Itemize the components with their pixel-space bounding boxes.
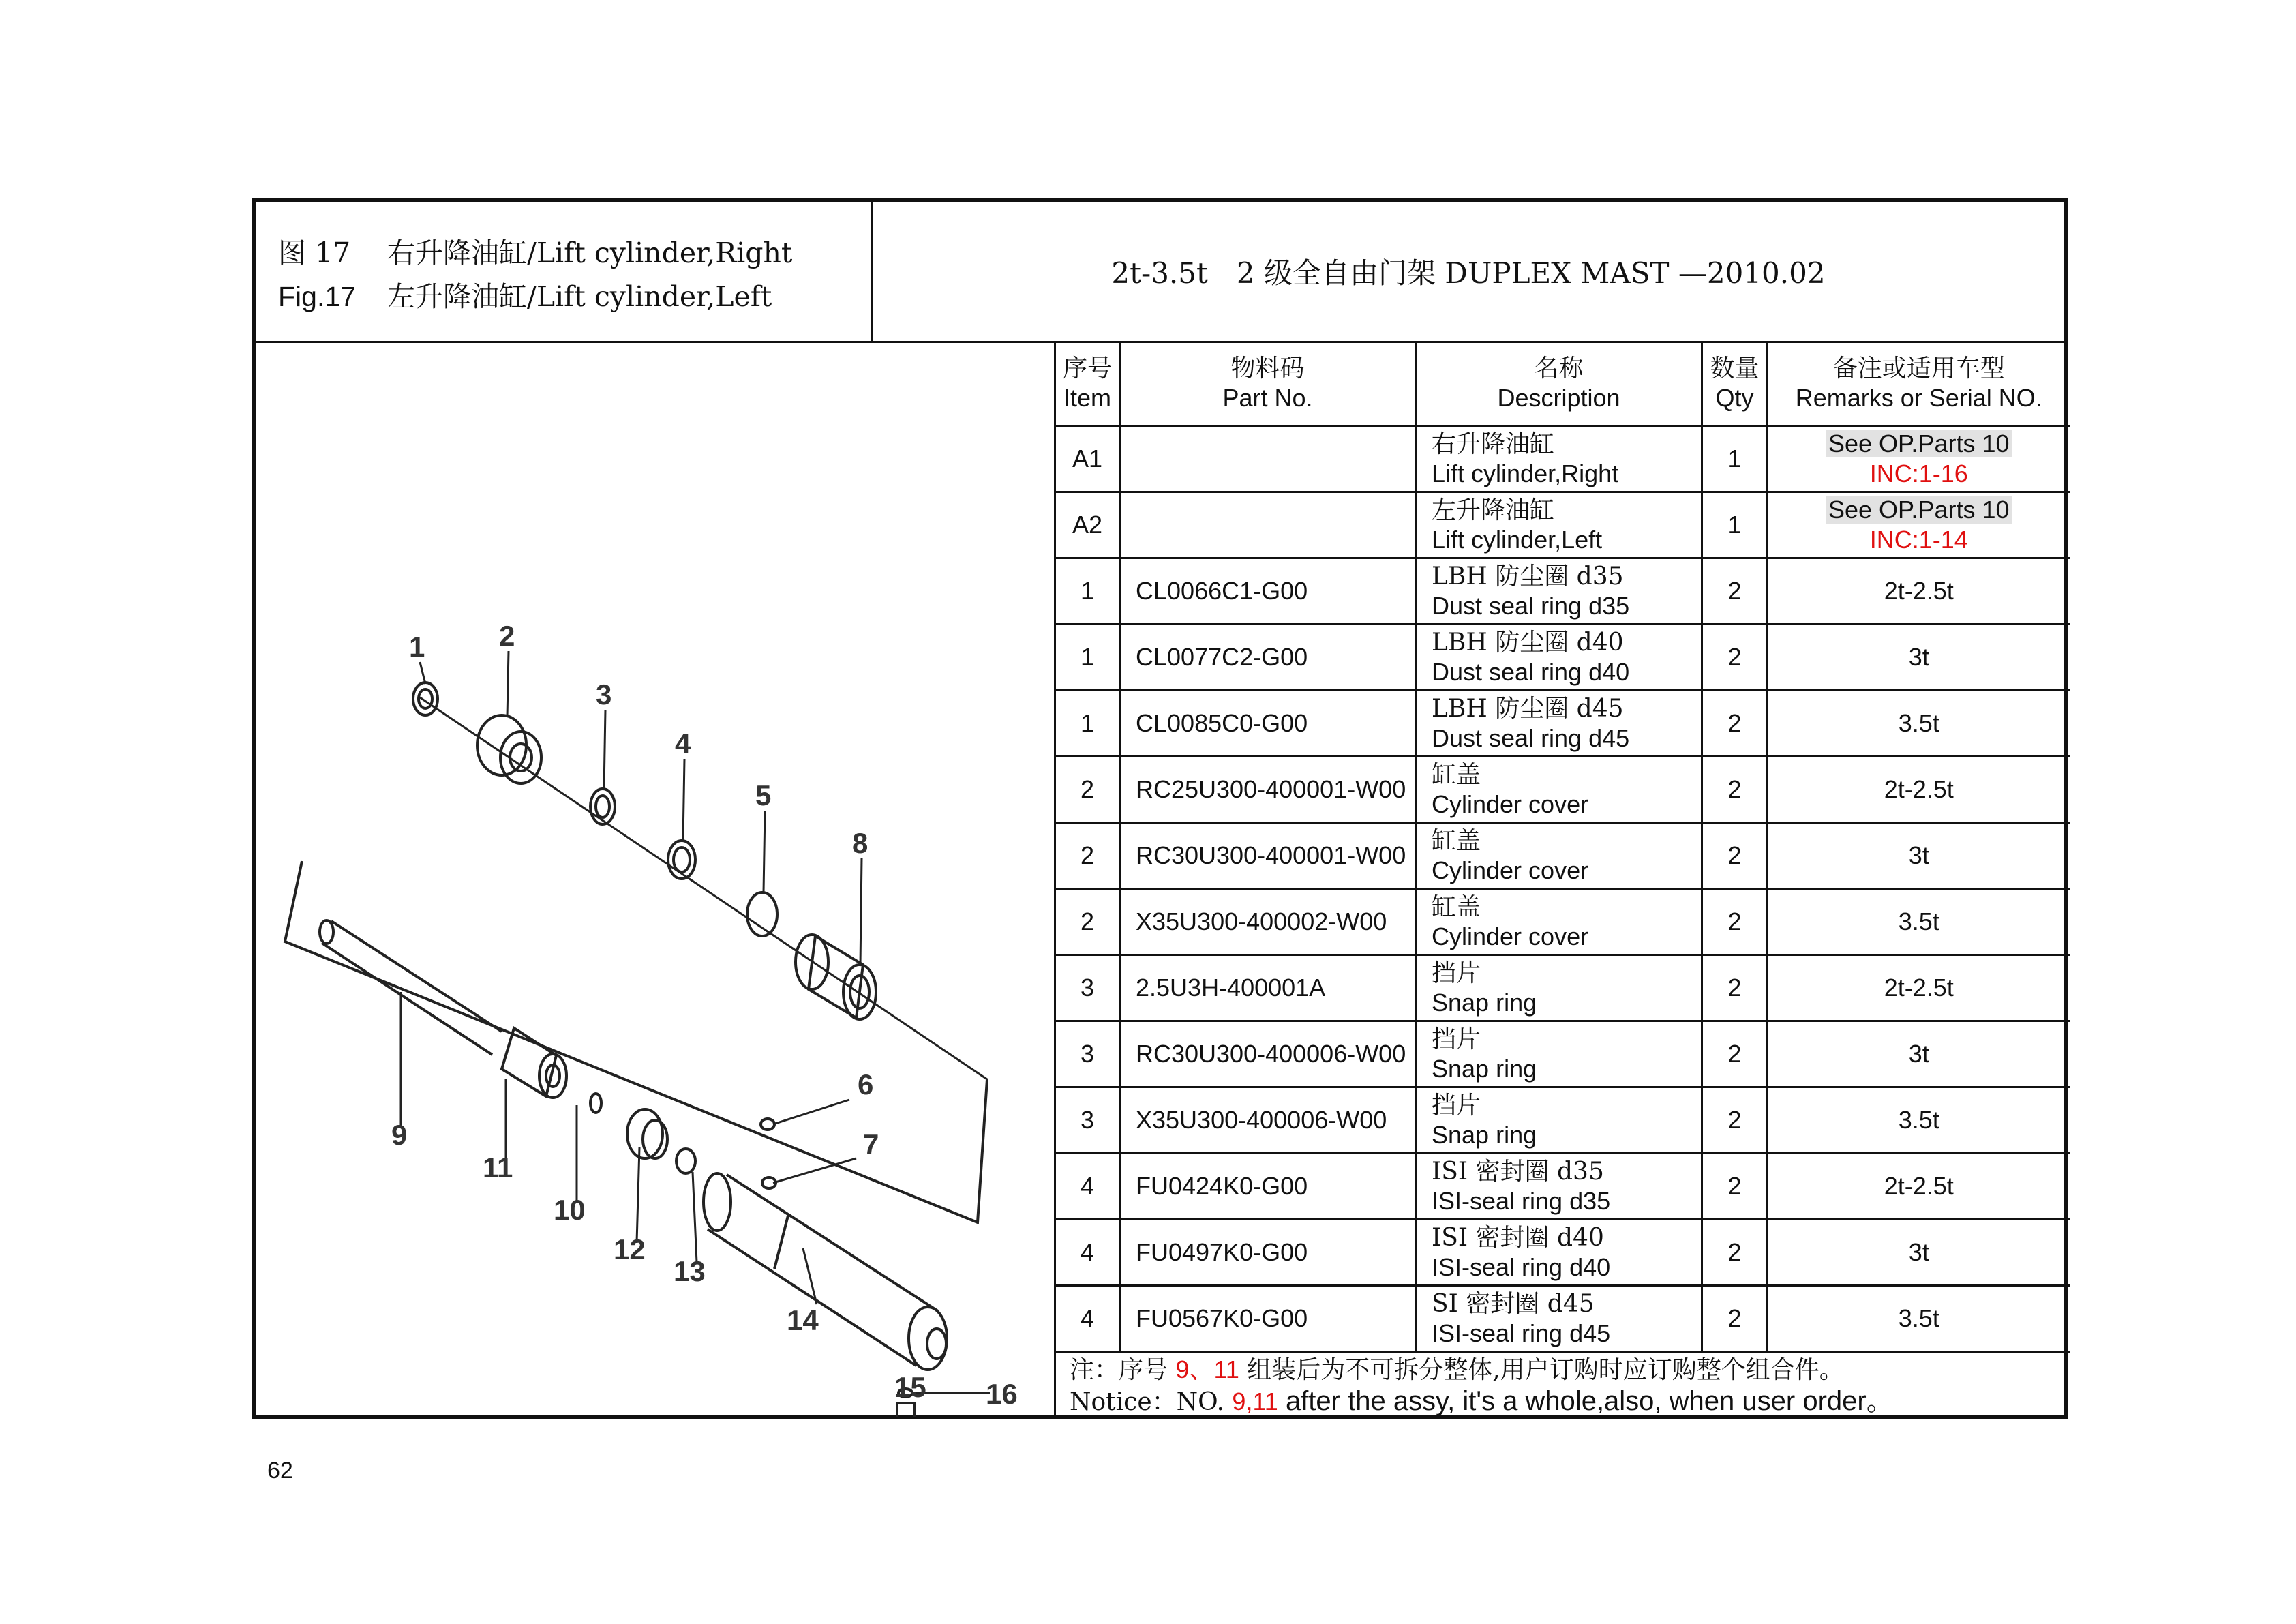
- fig-number-cn: 图 17: [278, 237, 351, 269]
- callout-14: 14: [787, 1304, 819, 1336]
- table-row: 3 2.5U3H-400001A 挡片 Snap ring 2 2t-2.5t: [1055, 954, 2070, 1021]
- callout-13: 13: [674, 1255, 706, 1287]
- callout-2: 2: [499, 620, 515, 652]
- table-row: 3 X35U300-400006-W00 挡片 Snap ring 2 3.5t: [1055, 1087, 2070, 1153]
- callout-7: 7: [863, 1128, 879, 1160]
- fig-number-en: Fig.17: [278, 281, 356, 312]
- callout-6: 6: [858, 1068, 874, 1100]
- callout-9: 9: [391, 1119, 408, 1151]
- callout-10: 10: [554, 1194, 586, 1226]
- callout-11: 11: [483, 1152, 513, 1184]
- callout-15: 15: [894, 1371, 926, 1403]
- table-row: 4 FU0497K0-G00 ISI 密封圈 d40 ISI-seal ring d40 2 3t: [1055, 1219, 2070, 1285]
- table-header-row: [1055, 341, 2070, 425]
- table-row: 4 FU0424K0-G00 ISI 密封圈 d35 ISI-seal ring d35 2 2t-2.5t: [1055, 1153, 2070, 1219]
- callout-5: 5: [755, 779, 772, 811]
- col-desc: 名称 Description: [1416, 341, 1702, 425]
- callout-12: 12: [614, 1233, 646, 1265]
- figure-title-right: 图 17 右升降油缸/Lift cylinder,Right: [278, 230, 792, 271]
- table-row: 3 RC30U300-400006-W00 挡片 Snap ring 2 3t: [1055, 1021, 2070, 1087]
- page-frame: [252, 198, 2068, 1419]
- col-part: 物料码 Part No.: [1120, 341, 1416, 425]
- notice-row: [1055, 1351, 2070, 1419]
- notice: 注：序号 9、11 组装后为不可拆分整体,用户订购时应订购整个组合件。 Notice：NO. 9,11 after the assy, it's a whole,also, when user order。: [1055, 1351, 2070, 1419]
- table-row: 2 X35U300-400002-W00 缸盖 Cylinder cover 2 3.5t: [1055, 888, 2070, 954]
- figure-header: [256, 202, 873, 341]
- figure-title-left: Fig.17 左升降油缸/Lift cylinder,Left: [278, 280, 772, 313]
- table-row: 1 CL0085C0-G00 LBH 防尘圈 d45 Dust seal ring d45 2 3.5t: [1055, 690, 2070, 756]
- callout-16: 16: [986, 1378, 1018, 1410]
- table-row: 2 RC25U300-400001-W00 缸盖 Cylinder cover 2 2t-2.5t: [1055, 756, 2070, 822]
- table-row: A2 左升降油缸 Lift cylinder,Left 1 See OP.Parts 10 INC:1-14: [1055, 492, 2070, 558]
- parts-table: [1054, 341, 2070, 1419]
- col-qty: 数量 Qty: [1702, 341, 1768, 425]
- callout-8: 8: [852, 827, 868, 859]
- table-row: 1 CL0077C2-G00 LBH 防尘圈 d40 Dust seal ring d40 2 3t: [1055, 624, 2070, 690]
- col-item: 序号 Item: [1055, 341, 1120, 425]
- exploded-drawing: [256, 343, 1054, 1417]
- table-row: 2 RC30U300-400001-W00 缸盖 Cylinder cover 2 3t: [1055, 822, 2070, 888]
- table-row: A1 右升降油缸 Lift cylinder,Right 1 See OP.Parts 10 INC:1-16: [1055, 425, 2070, 492]
- table-row: 4 FU0567K0-G00 SI 密封圈 d45 ISI-seal ring d45 2 3.5t: [1055, 1285, 2070, 1351]
- col-remarks: 备注或适用车型 Remarks or Serial NO.: [1768, 341, 2070, 425]
- table-row: 1 CL0066C1-G00 LBH 防尘圈 d35 Dust seal ring d35 2 2t-2.5t: [1055, 558, 2070, 624]
- callout-4: 4: [675, 727, 691, 760]
- mast-title: 2t-3.5t 2 级全自由门架 DUPLEX MAST —2010.02: [1111, 256, 1826, 290]
- callout-1: 1: [409, 631, 425, 663]
- callout-3: 3: [596, 678, 612, 710]
- page-number: 62: [267, 1458, 293, 1484]
